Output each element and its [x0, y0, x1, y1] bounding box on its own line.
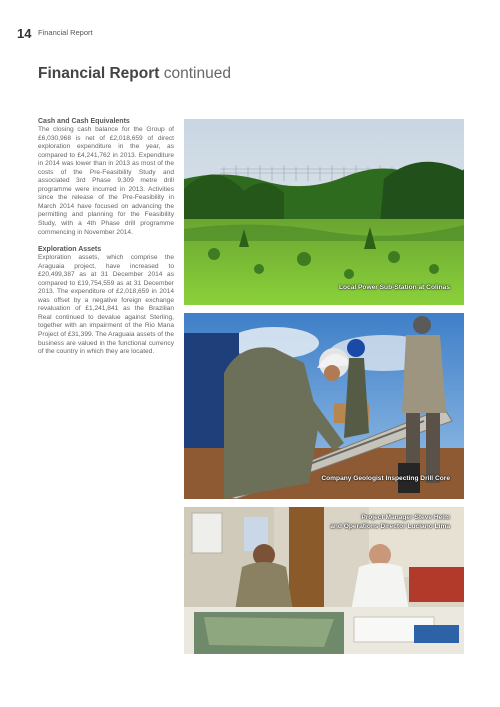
title-suffix: continued [159, 65, 231, 82]
photo-caption-substation: Local Power Sub-Station at Colinas [338, 284, 450, 291]
section-body-cash: The closing cash balance for the Group of £6,030,968 is net of £2,018,659 of direct exploration expenditure in the year, as compared to £4,241,762 in 2013. Expenditure in 2014 was lower than in 2013 as most of the costs of the Pre-Feasibility Study and associated 3rd Phase 9,309 metre drill programme were incurred in 2013. Activities since the release of the Pre-Feasibility in March 2014 have focused on advancing the permitting and planning for the Feasibility Study, with a 4th Phase drill programme commencing in November 2014. [38, 126, 174, 236]
running-header: Financial Report [38, 28, 93, 37]
photo-drill-core-image [184, 313, 464, 499]
photo-caption-managers [330, 514, 450, 531]
photo-drill-core [184, 313, 464, 499]
section-body-exploration: Exploration assets, which comprise the Araguaia project, have increased to £20,499,387 as at 31 December 2014 as compared to £19,754,559 as at 31 December 2013. The expenditure of £2,018,659 in 2014 was offset by a negative foreign exchange revaluation of £1,241,841 as the Brazilian Real continued to devalue against Sterling, together with an impairment of the Rio Mana Project of £31,399. The Araguaia assets of the business are valued in the functional currency of the country in which they are located. [38, 254, 174, 356]
text-column [38, 117, 174, 365]
title-main: Financial Report [38, 65, 160, 82]
page-title [38, 65, 231, 83]
photo-caption-managers-line1: Project Manager Steve Heim [361, 514, 450, 521]
photo-managers [184, 507, 464, 654]
section-heading-exploration: Exploration Assets [38, 246, 102, 254]
page-number: 14 [17, 26, 32, 41]
photo-caption-managers-line2: and Operations Director Luciano Lima [330, 522, 450, 530]
photo-power-substation-image [184, 119, 464, 305]
section-heading-cash: Cash and Cash Equivalents [38, 118, 130, 125]
photo-caption-drill-core: Company Geologist Inspecting Drill Core [321, 475, 450, 482]
photo-power-substation [184, 119, 464, 305]
